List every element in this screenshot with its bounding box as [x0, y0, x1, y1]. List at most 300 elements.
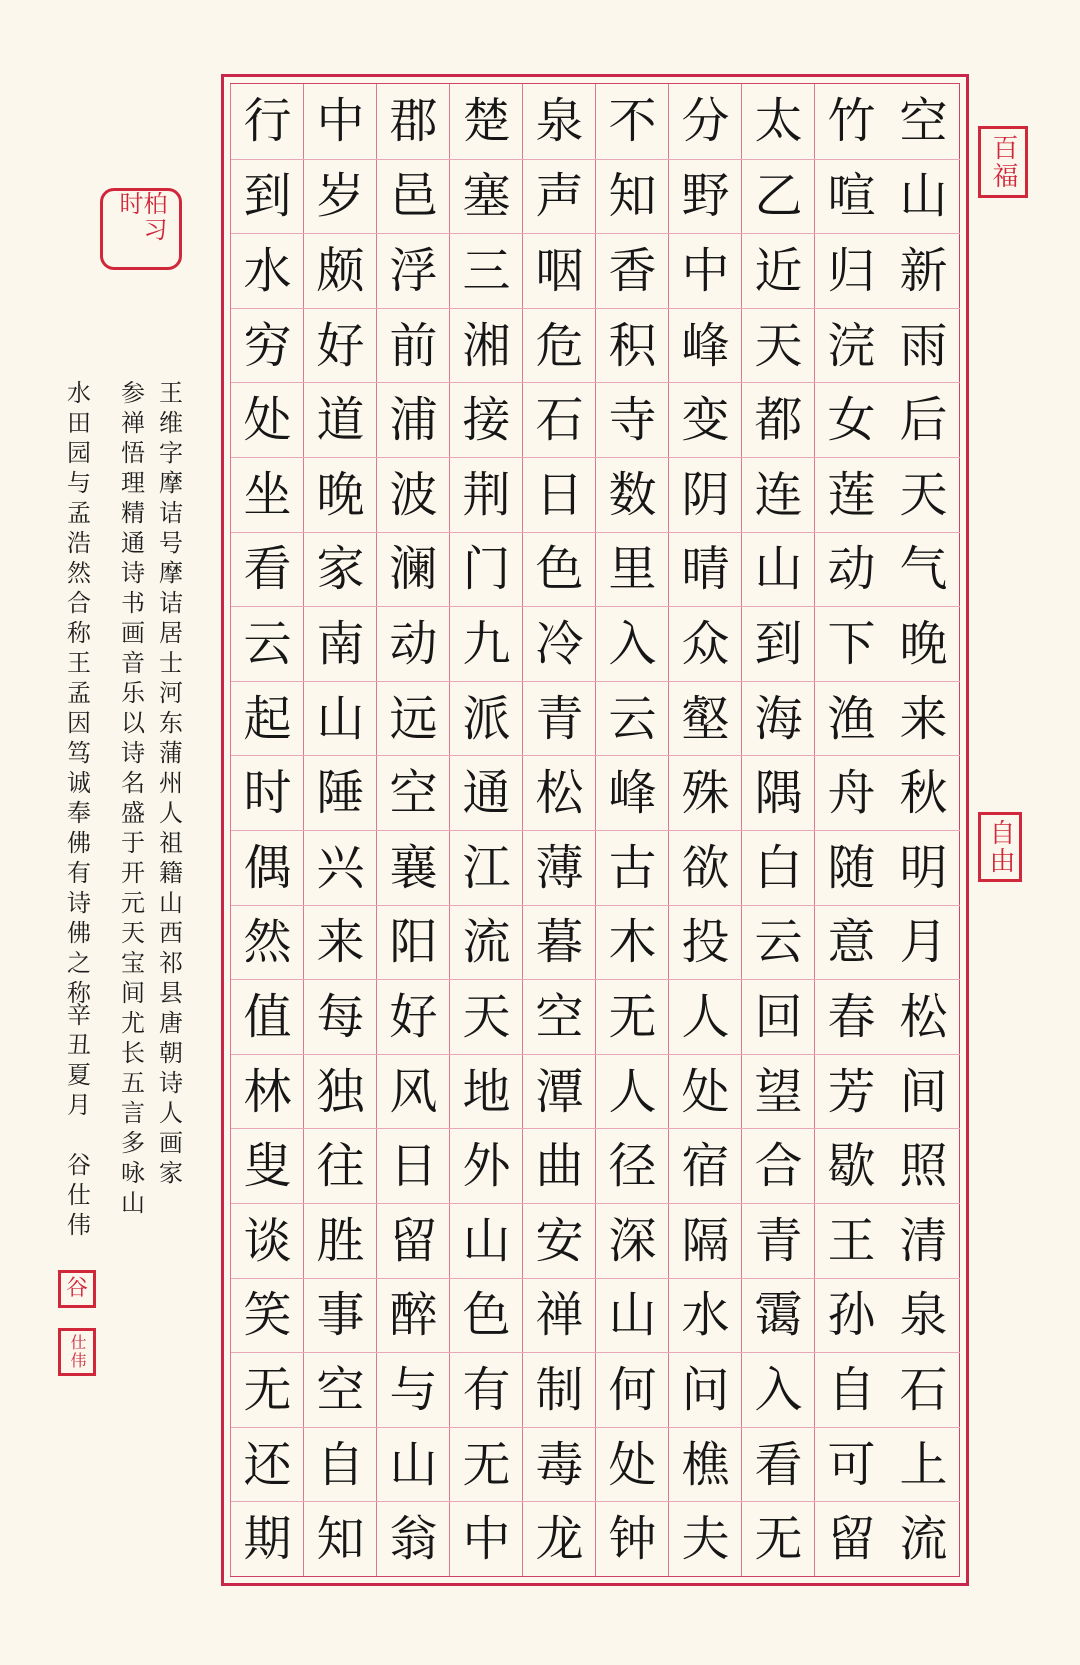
- poem-character: 值: [231, 979, 304, 1054]
- poem-character: 自: [304, 1427, 377, 1502]
- inscription-character: 音: [121, 649, 145, 677]
- poem-character: 乙: [742, 159, 815, 234]
- poem-character: 知: [596, 159, 669, 234]
- inscription-character: 称: [67, 979, 91, 1007]
- inscription-character: 名: [121, 769, 145, 797]
- inscription-character: 天: [121, 919, 145, 947]
- poem-character: 浦: [377, 382, 450, 457]
- poem-character: 通: [450, 755, 523, 830]
- inscription-character: 元: [121, 889, 145, 917]
- poem-character: 阴: [669, 457, 742, 532]
- poem-character: 陲: [304, 755, 377, 830]
- poem-character: 松: [523, 755, 596, 830]
- inscription-character: 悟: [121, 439, 145, 467]
- poem-character: 襄: [377, 830, 450, 905]
- poem-character: 行: [243, 93, 292, 150]
- inscription-character: 书: [121, 589, 145, 617]
- inscription-character: 夏: [67, 1061, 91, 1089]
- poem-character: 峰: [669, 308, 742, 383]
- inscription-character: 字: [159, 439, 183, 467]
- poem-character: 樵: [669, 1427, 742, 1502]
- poem-character: 留: [377, 1203, 450, 1278]
- inscription-character: 仕: [67, 1181, 91, 1209]
- inscription-character: 参: [121, 379, 145, 407]
- inscription-character: 孟: [67, 679, 91, 707]
- poem-character: 醉: [377, 1278, 450, 1353]
- poem-character: 深: [596, 1203, 669, 1278]
- inscription-character: 咏: [121, 1159, 145, 1187]
- poem-character: 霭: [742, 1278, 815, 1353]
- poem-character: 下: [815, 606, 888, 681]
- name-seal-2: [58, 1328, 96, 1376]
- inscription-character: 佛: [67, 829, 91, 857]
- inscription-character: 盛: [121, 799, 145, 827]
- poem-character: 天: [887, 457, 960, 532]
- poem-character: 归: [815, 233, 888, 308]
- poem-character: 渔: [815, 681, 888, 756]
- inscription-character: 通: [121, 529, 145, 557]
- inscription-column: [66, 378, 92, 1008]
- poem-character: 林: [231, 1054, 304, 1129]
- poem-character: 山: [596, 1278, 669, 1353]
- inscription-character: 画: [121, 619, 145, 647]
- seal-middle-right: [978, 812, 1022, 882]
- poem-character: 壑: [669, 681, 742, 756]
- poem-character: 日: [377, 1128, 450, 1203]
- poem-character: 波: [377, 457, 450, 532]
- poem-character: 坐: [231, 457, 304, 532]
- poem-character: 日: [523, 457, 596, 532]
- poem-character: 中: [450, 1501, 523, 1576]
- poem-character: 云: [742, 905, 815, 980]
- poem-character: 入: [596, 606, 669, 681]
- poem-character: 薄: [523, 830, 596, 905]
- poem-character: 邑: [377, 159, 450, 234]
- poem-character: 清: [887, 1203, 960, 1278]
- poem-character: 变: [669, 382, 742, 457]
- poem-character: 自: [815, 1352, 888, 1427]
- poem-column: [887, 84, 960, 1576]
- poem-character: 石: [887, 1352, 960, 1427]
- inscription-character: 理: [121, 469, 145, 497]
- poem-character: 穷: [231, 308, 304, 383]
- poem-character: 香: [596, 233, 669, 308]
- poem-character: 道: [304, 382, 377, 457]
- poem-character: 来: [304, 905, 377, 980]
- poem-character: 事: [304, 1278, 377, 1353]
- inscription-character: 佛: [67, 919, 91, 947]
- poem-character: 芳: [815, 1054, 888, 1129]
- poem-character: 明: [887, 830, 960, 905]
- inscription-character: 诘: [159, 499, 183, 527]
- poem-character: 青: [523, 681, 596, 756]
- poem-character: 然: [231, 905, 304, 980]
- inscription-character: 合: [67, 589, 91, 617]
- poem-character: 与: [377, 1352, 450, 1427]
- poem-character: 色: [523, 532, 596, 607]
- poem-character: 咽: [523, 233, 596, 308]
- poem-column: [741, 84, 814, 1576]
- inscription-character: 禅: [121, 409, 145, 437]
- poem-character: 江: [450, 830, 523, 905]
- poem-character: 中: [316, 93, 365, 150]
- poem-character: 古: [596, 830, 669, 905]
- poem-column: [449, 84, 522, 1576]
- poem-character: 兴: [304, 830, 377, 905]
- inscription-character: 浩: [67, 529, 91, 557]
- leisure-seal: [100, 188, 182, 270]
- poem-character: 毒: [523, 1427, 596, 1502]
- poem-character: 莲: [815, 457, 888, 532]
- poem-character: 径: [596, 1128, 669, 1203]
- inscription-character: 蒲: [159, 739, 183, 767]
- poem-character: 制: [523, 1352, 596, 1427]
- inscription-character: 唐: [159, 1009, 183, 1037]
- poem-character: 外: [450, 1128, 523, 1203]
- poem-character: 南: [304, 606, 377, 681]
- poem-character: 留: [815, 1501, 888, 1576]
- poem-character: 还: [231, 1427, 304, 1502]
- poem-character: 阳: [377, 905, 450, 980]
- poem-character: 合: [742, 1128, 815, 1203]
- poem-character: 山: [887, 159, 960, 234]
- seal-middle-right-text: 自由: [985, 819, 1015, 875]
- poem-character: 好: [304, 308, 377, 383]
- inscription-character: 诗: [121, 559, 145, 587]
- poem-character: 天: [742, 308, 815, 383]
- inscription-character: 伟: [67, 1211, 91, 1239]
- poem-character: 晚: [304, 457, 377, 532]
- poem-character: 可: [815, 1427, 888, 1502]
- poem-character: 时: [231, 755, 304, 830]
- poem-character: 间: [887, 1054, 960, 1129]
- inscription-character: 月: [67, 1091, 91, 1119]
- inscription-character: 诗: [159, 1069, 183, 1097]
- poem-character: 峰: [596, 755, 669, 830]
- inscription-character: 王: [159, 379, 183, 407]
- poem-character: 翁: [377, 1501, 450, 1576]
- poem-character: 处: [669, 1054, 742, 1129]
- inscription-character: 长: [121, 1039, 145, 1067]
- inscription-character: 朝: [159, 1039, 183, 1067]
- inscription-character: 东: [159, 709, 183, 737]
- poem-character: 岁: [304, 159, 377, 234]
- poem-character: 不: [608, 93, 657, 150]
- poem-character: 偶: [231, 830, 304, 905]
- name-seal-1: [58, 1270, 96, 1308]
- poem-column: [522, 84, 595, 1576]
- poem-character: 暮: [523, 905, 596, 980]
- poem-character: 动: [377, 606, 450, 681]
- inscription-character: 摩: [159, 469, 183, 497]
- inscription-character: 居: [159, 619, 183, 647]
- poem-character: 空: [899, 93, 948, 150]
- poem-character: 到: [231, 159, 304, 234]
- inscription-column: [158, 378, 184, 1188]
- poem-character: 青: [742, 1203, 815, 1278]
- poem-character: 谈: [231, 1203, 304, 1278]
- poem-character: 月: [887, 905, 960, 980]
- poem-character: 派: [450, 681, 523, 756]
- poem-character: 九: [450, 606, 523, 681]
- poem-character: 空: [377, 755, 450, 830]
- seal-top-right: [978, 126, 1028, 198]
- poem-column: [230, 84, 303, 1576]
- poem-character: 问: [669, 1352, 742, 1427]
- inscription-character: 画: [159, 1129, 183, 1157]
- poem-character: 门: [450, 532, 523, 607]
- poem-character: 宿: [669, 1128, 742, 1203]
- poem-character: 澜: [377, 532, 450, 607]
- inscription-character: 奉: [67, 799, 91, 827]
- poem-character: 投: [669, 905, 742, 980]
- poem-character: 冷: [523, 606, 596, 681]
- inscription-character: 西: [159, 919, 183, 947]
- poem-character: 钟: [596, 1501, 669, 1576]
- poem-character: 连: [742, 457, 815, 532]
- poem-character: 色: [450, 1278, 523, 1353]
- inscription-character: 言: [121, 1099, 145, 1127]
- inscription-character: 摩: [159, 559, 183, 587]
- inscription-character: 笃: [67, 739, 91, 767]
- inscription-character: 然: [67, 559, 91, 587]
- poem-character: 人: [669, 979, 742, 1054]
- poem-character: 云: [596, 681, 669, 756]
- inscription-character: 宝: [121, 949, 145, 977]
- inscription-character: 因: [67, 709, 91, 737]
- poem-character: 山: [304, 681, 377, 756]
- poem-character: 分: [681, 93, 730, 150]
- poem-character: 无: [596, 979, 669, 1054]
- inscription-character: 士: [159, 649, 183, 677]
- poem-character: 众: [669, 606, 742, 681]
- poem-character: 太: [754, 93, 803, 150]
- poem-character: 家: [304, 532, 377, 607]
- poem-character: 殊: [669, 755, 742, 830]
- name-seal-2-text: 仕伟: [68, 1334, 87, 1370]
- poem-character: 山: [377, 1427, 450, 1502]
- name-seal-1-text: 谷: [65, 1276, 88, 1301]
- poem-character: 喧: [815, 159, 888, 234]
- poem-column: [303, 84, 376, 1576]
- poem-character: 水: [669, 1278, 742, 1353]
- inscription-character: 五: [121, 1069, 145, 1097]
- inscription-character: 乐: [121, 679, 145, 707]
- inscription-character: 园: [67, 439, 91, 467]
- poem-character: 寺: [596, 382, 669, 457]
- poem-character: 新: [887, 233, 960, 308]
- poem-column: [814, 84, 887, 1576]
- inscription-character: 王: [67, 649, 91, 677]
- inscription-character: 诗: [121, 739, 145, 767]
- poem-character: 近: [742, 233, 815, 308]
- inscription-character: 于: [121, 829, 145, 857]
- poem-character: 起: [231, 681, 304, 756]
- poem-character: 松: [887, 979, 960, 1054]
- poem-character: 胜: [304, 1203, 377, 1278]
- poem-character: 竹: [827, 93, 876, 150]
- poem-character: 楚: [462, 93, 511, 150]
- poem-character: 气: [887, 532, 960, 607]
- poem-character: 湘: [450, 308, 523, 383]
- poem-character: 处: [231, 382, 304, 457]
- poem-character: 回: [742, 979, 815, 1054]
- poem-character: 好: [377, 979, 450, 1054]
- poem-character: 上: [887, 1427, 960, 1502]
- poem-character: 流: [450, 905, 523, 980]
- inscription-character: 有: [67, 859, 91, 887]
- poem-character: 中: [669, 233, 742, 308]
- poem-character: 山: [450, 1203, 523, 1278]
- inscription-character: 人: [159, 1099, 183, 1127]
- poem-character: 照: [887, 1128, 960, 1203]
- poem-character: 每: [304, 979, 377, 1054]
- inscription-character: [75, 1120, 83, 1150]
- inscription-character: 与: [67, 469, 91, 497]
- inscription-character: 县: [159, 979, 183, 1007]
- inscription-character: 谷: [67, 1151, 91, 1179]
- poem-character: 流: [887, 1501, 960, 1576]
- poem-character: 无: [742, 1501, 815, 1576]
- poem-character: 晴: [669, 532, 742, 607]
- poem-character: 叟: [231, 1128, 304, 1203]
- poem-character: 到: [742, 606, 815, 681]
- poem-character: 风: [377, 1054, 450, 1129]
- poem-character: 里: [596, 532, 669, 607]
- poem-character: 舟: [815, 755, 888, 830]
- poem-character: 荆: [450, 457, 523, 532]
- poem-character: 白: [742, 830, 815, 905]
- inscription-character: 诘: [159, 589, 183, 617]
- poem-character: 秋: [887, 755, 960, 830]
- poem-character: 远: [377, 681, 450, 756]
- poem-character: 笑: [231, 1278, 304, 1353]
- poem-character: 数: [596, 457, 669, 532]
- poem-character: 都: [742, 382, 815, 457]
- poem-character: 随: [815, 830, 888, 905]
- poem-character: 往: [304, 1128, 377, 1203]
- poem-character: 看: [231, 532, 304, 607]
- poem-character: 欲: [669, 830, 742, 905]
- poem-character: 三: [450, 233, 523, 308]
- poem-character: 空: [304, 1352, 377, 1427]
- poem-character: 野: [669, 159, 742, 234]
- inscription-character: 祖: [159, 829, 183, 857]
- poem-character: 动: [815, 532, 888, 607]
- poem-character: 知: [304, 1501, 377, 1576]
- poem-column: [668, 84, 741, 1576]
- poem-character: 人: [596, 1054, 669, 1129]
- poem-character: 后: [887, 382, 960, 457]
- poem-character: 泉: [535, 93, 584, 150]
- inscription-character: 家: [159, 1159, 183, 1187]
- inscription-column: [120, 378, 146, 1218]
- poem-character: 声: [523, 159, 596, 234]
- poem-column: [595, 84, 668, 1576]
- poem-character: 无: [231, 1352, 304, 1427]
- inscription-character: 水: [67, 379, 91, 407]
- poem-character: 入: [742, 1352, 815, 1427]
- poem-character: 空: [523, 979, 596, 1054]
- poem-character: 王: [815, 1203, 888, 1278]
- poem-character: 处: [596, 1427, 669, 1502]
- poem-character: 无: [450, 1427, 523, 1502]
- poem-character: 晚: [887, 606, 960, 681]
- inscription-character: 多: [121, 1129, 145, 1157]
- inscription-character: 祁: [159, 949, 183, 977]
- poem-character: 孙: [815, 1278, 888, 1353]
- poem-character: 有: [450, 1352, 523, 1427]
- poem-character: 潭: [523, 1054, 596, 1129]
- poem-character: 天: [450, 979, 523, 1054]
- poem-character: 山: [742, 532, 815, 607]
- poem-character: 龙: [523, 1501, 596, 1576]
- inscription-character: 诚: [67, 769, 91, 797]
- inscription-character: 山: [121, 1189, 145, 1217]
- poem-character: 木: [596, 905, 669, 980]
- poem-character: 隔: [669, 1203, 742, 1278]
- signature-line: [66, 1000, 92, 1240]
- poem-character: 望: [742, 1054, 815, 1129]
- poem-character: 意: [815, 905, 888, 980]
- poem-character: 塞: [450, 159, 523, 234]
- inscription-character: 称: [67, 619, 91, 647]
- poem-character: 泉: [887, 1278, 960, 1353]
- poem-character: 期: [231, 1501, 304, 1576]
- poem-character: 隅: [742, 755, 815, 830]
- inscription-character: 诗: [67, 889, 91, 917]
- poem-character: 地: [450, 1054, 523, 1129]
- poem-character: 雨: [887, 308, 960, 383]
- poem-character: 来: [887, 681, 960, 756]
- poem-character: 接: [450, 382, 523, 457]
- poem-character: 危: [523, 308, 596, 383]
- seal-top-right-text: 百福: [988, 134, 1018, 190]
- inscription-character: 尤: [121, 1009, 145, 1037]
- poem-character: 春: [815, 979, 888, 1054]
- inscription-character: 州: [159, 769, 183, 797]
- poem-character: 看: [742, 1427, 815, 1502]
- poem-character: 浣: [815, 308, 888, 383]
- poem-character: 浮: [377, 233, 450, 308]
- poem-character: 夫: [669, 1501, 742, 1576]
- inscription-character: 籍: [159, 859, 183, 887]
- inscription-character: 以: [121, 709, 145, 737]
- inscription-character: 开: [121, 859, 145, 887]
- poem-character: 水: [231, 233, 304, 308]
- poem-character: 郡: [389, 93, 438, 150]
- poem-character: 前: [377, 308, 450, 383]
- poem-character: 独: [304, 1054, 377, 1129]
- inscription-character: 河: [159, 679, 183, 707]
- inscription-character: 丑: [67, 1031, 91, 1059]
- poem-character: 颇: [304, 233, 377, 308]
- poem-character: 安: [523, 1203, 596, 1278]
- inscription-character: 孟: [67, 499, 91, 527]
- leisure-seal-text: 柏习时: [115, 191, 167, 243]
- poem-character: 积: [596, 308, 669, 383]
- poem-character: 云: [231, 606, 304, 681]
- inscription-character: 维: [159, 409, 183, 437]
- poem-character: 海: [742, 681, 815, 756]
- poem-character: 何: [596, 1352, 669, 1427]
- poem-character: 石: [523, 382, 596, 457]
- inscription-character: 之: [67, 949, 91, 977]
- inscription-character: 辛: [67, 1001, 91, 1029]
- inscription-character: 田: [67, 409, 91, 437]
- inscription-character: 人: [159, 799, 183, 827]
- inscription-character: 号: [159, 529, 183, 557]
